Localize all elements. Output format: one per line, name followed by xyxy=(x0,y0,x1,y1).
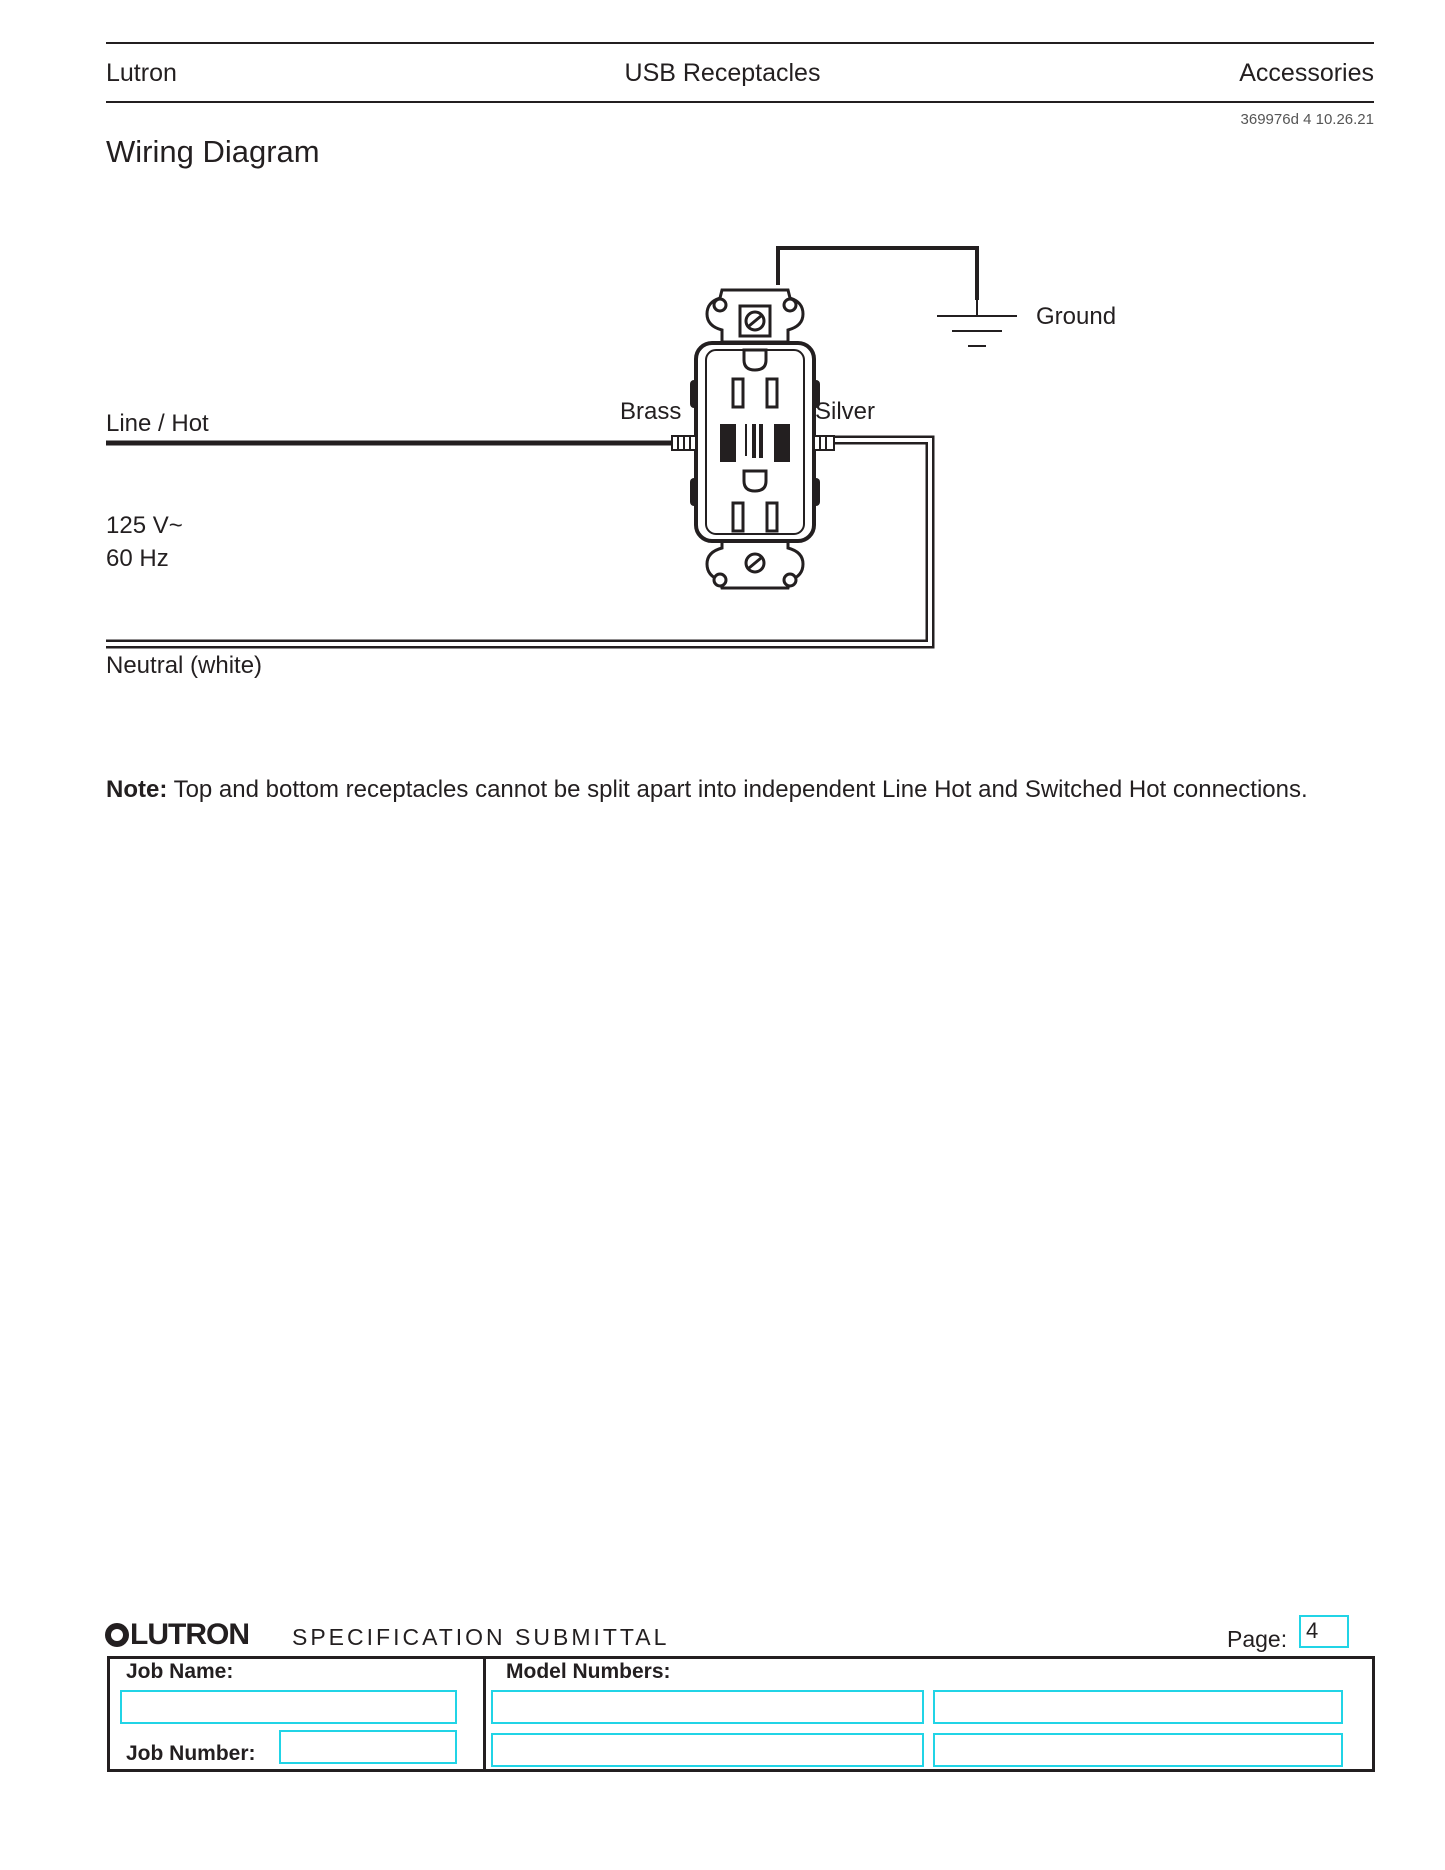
ground-label: Ground xyxy=(1036,303,1117,330)
job-name-label: Job Name: xyxy=(126,1660,234,1683)
usb-receptacle-icon xyxy=(672,290,834,588)
specification-submittal-title: SPECIFICATION SUBMITTAL xyxy=(292,1624,670,1650)
neutral-label: Neutral (white) xyxy=(106,652,263,679)
frequency-label: 60 Hz xyxy=(106,545,169,572)
page-label: Page: xyxy=(1227,1626,1288,1652)
wiring-diagram xyxy=(0,0,1445,760)
ground-wire xyxy=(778,248,977,300)
header-product: USB Receptacles xyxy=(624,59,821,87)
lutron-sun-icon xyxy=(104,1622,130,1648)
header-brand: Lutron xyxy=(106,59,177,87)
model-numbers-label: Model Numbers: xyxy=(506,1660,671,1683)
lutron-logo xyxy=(104,1618,249,1652)
model-number-field-4[interactable] xyxy=(933,1733,1343,1767)
job-name-field[interactable] xyxy=(120,1690,457,1724)
line-hot-label: Line / Hot xyxy=(106,410,209,437)
model-number-field-2[interactable] xyxy=(933,1690,1343,1724)
silver-label: Silver xyxy=(815,398,876,425)
table-divider xyxy=(483,1656,486,1772)
note-text: Top and bottom receptacles cannot be split apart into independent Line Hot and Switched Hot connections. xyxy=(167,776,1308,803)
section-title: Wiring Diagram xyxy=(106,134,320,169)
job-number-field[interactable] xyxy=(279,1730,457,1764)
model-number-field-3[interactable] xyxy=(491,1733,924,1767)
job-number-label: Job Number: xyxy=(126,1742,256,1765)
note xyxy=(106,776,1406,804)
model-number-field-1[interactable] xyxy=(491,1690,924,1724)
header-category: Accessories xyxy=(1239,59,1374,87)
voltage-label: 125 V~ xyxy=(106,512,183,539)
brass-label: Brass xyxy=(620,398,682,425)
document-reference: 369976d 4 10.26.21 xyxy=(1240,111,1374,128)
logo-text: LUTRON xyxy=(130,1618,249,1651)
ground-symbol-icon xyxy=(937,296,1017,346)
page-number-field[interactable]: 4 xyxy=(1299,1615,1349,1648)
note-label: Note: xyxy=(106,776,168,803)
